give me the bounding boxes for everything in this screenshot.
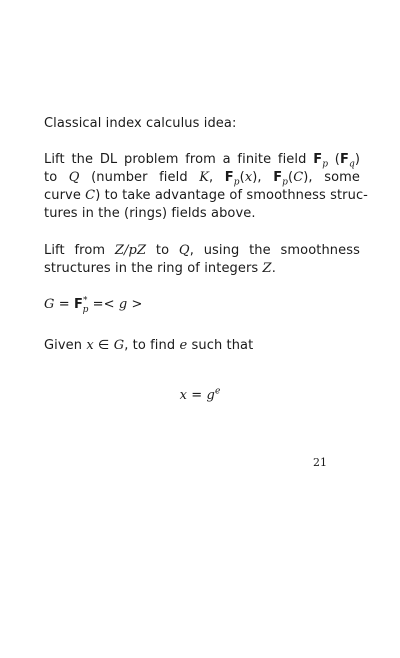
para1-line1-text: Lift the DL problem from a finite field xyxy=(44,152,314,167)
para1-line2: to Q (number field K, $F_p(x)$, $F_p(C)$, some xyxy=(44,170,360,188)
equation: $x = g^e$ xyxy=(179,386,221,403)
group-definition: $G = F^*_p =< g$ > xyxy=(44,295,143,315)
given-line: Given x ∈ G, to find e such that xyxy=(44,338,254,353)
given-prefix: Given xyxy=(44,338,87,353)
page-number: 21 xyxy=(313,456,327,469)
para2-line2: structures in the ring of integers Z. xyxy=(44,261,276,276)
para2-line2-prefix: structures in the ring of integers xyxy=(44,261,263,276)
para1-line1: Lift the DL problem from a finite field $F_p$ $(F_q)$ xyxy=(44,152,361,170)
para2-line1-prefix: Lift from xyxy=(44,243,115,258)
para2-line2-suffix: . xyxy=(271,261,276,276)
given-suffix: , to find xyxy=(124,338,180,353)
heading: Classical index calculus idea: xyxy=(44,116,237,131)
para1-line4: tures in the (rings) fields above. xyxy=(44,206,256,221)
para1-line3-text: ) to take advantage of smoothness struc- xyxy=(95,188,368,203)
para1-line2-text: (number field xyxy=(79,170,200,185)
para2-line1-mid: to xyxy=(146,243,179,258)
para2-line1: Lift from Z/pZ to Q, using the smoothness xyxy=(44,243,360,258)
para2-line1-suffix: , using the smoothness xyxy=(189,243,360,258)
para1-line3: curve C) to take advantage of smoothness struc- xyxy=(44,188,368,203)
given-end: such that xyxy=(187,338,254,353)
